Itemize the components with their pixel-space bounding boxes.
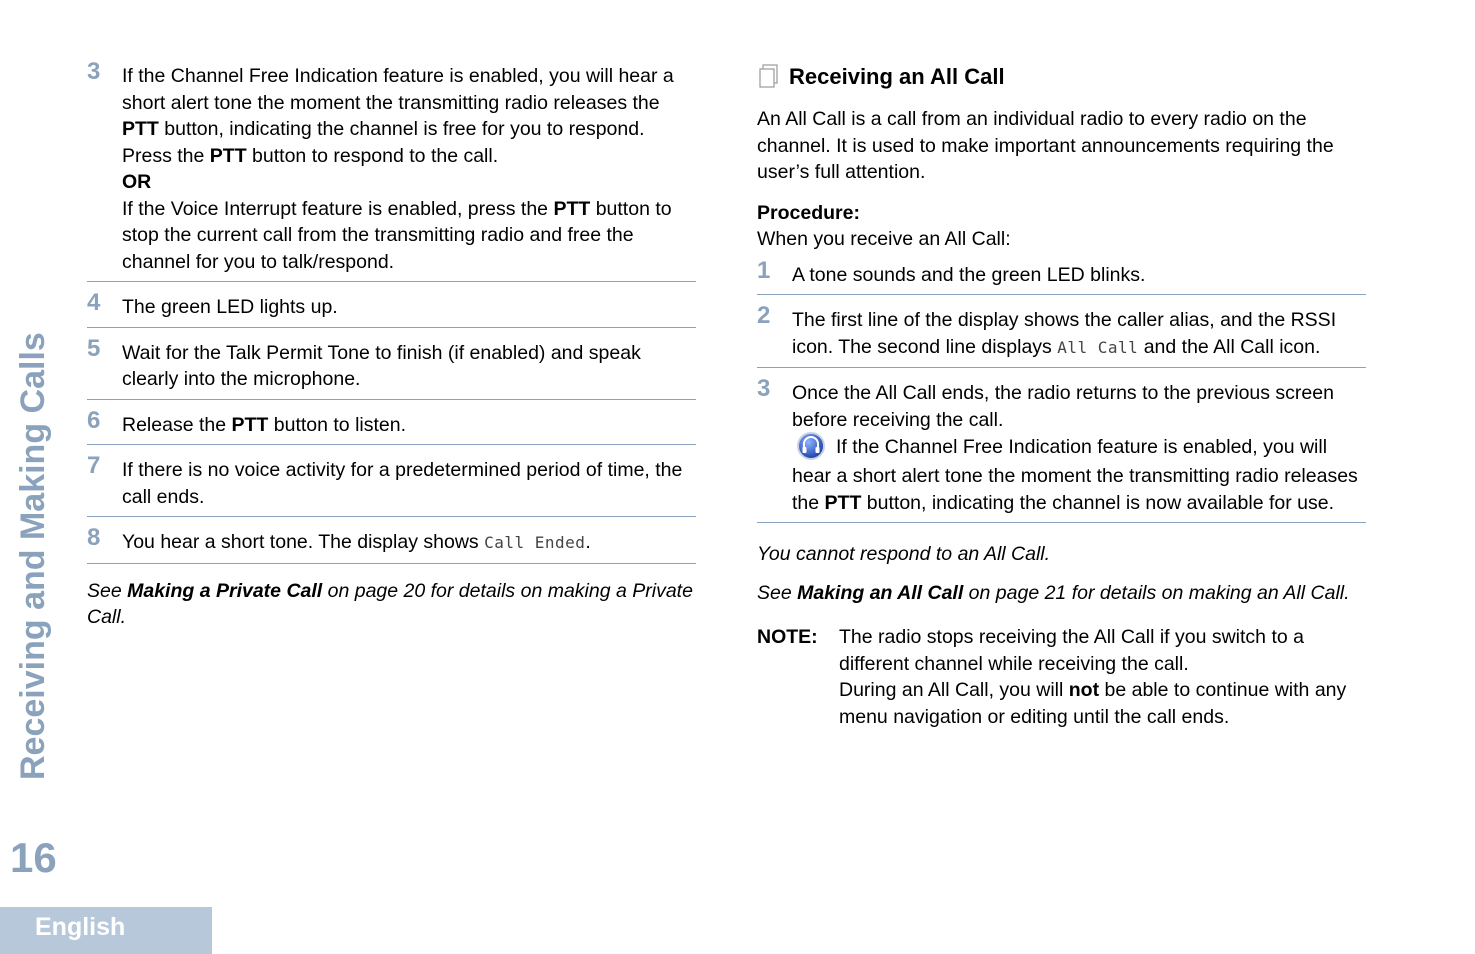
procedure-label: Procedure:	[757, 201, 860, 224]
step-number: 3	[87, 58, 101, 85]
display-text: All Call	[1057, 337, 1139, 357]
tip-paragraph: If the Channel Free Indication feature is enabled, you will hear a short alert tone the moment the transmitting radio releases the PTT button, indicating the channel is now available for use.	[792, 433, 1366, 516]
step-3-right	[757, 375, 1366, 523]
intro-paragraph: An All Call is a call from an individual radio to every radio on the channel. It is used to make important announcements requiring the user’s full attention.	[757, 108, 1334, 183]
step-paragraph: Once the All Call ends, the radio returns to the previous screen before receiving the call.	[792, 382, 1334, 431]
right-column	[757, 58, 1366, 730]
section-heading	[757, 58, 1366, 96]
procedure-intro: When you receive an All Call:	[757, 228, 1011, 250]
note-paragraph: During an All Call, you will not be able to continue with any menu navigation or editing until the call ends.	[839, 679, 1347, 728]
step-2	[757, 302, 1366, 368]
step-5	[87, 335, 696, 400]
page-number: 16	[10, 834, 57, 881]
step-number: 1	[757, 256, 771, 284]
step-number: 8	[87, 524, 101, 551]
step-body: The first line of the display shows the caller alias, and the RSSI icon. The second line displays All Call and the All Call icon.	[792, 309, 1337, 358]
note-label: NOTE:	[757, 626, 818, 648]
step-6	[87, 407, 696, 446]
step-number: 7	[87, 452, 101, 479]
or-label: OR	[122, 171, 152, 193]
step-8	[87, 524, 696, 564]
step-number: 3	[757, 375, 771, 402]
step-number: 6	[87, 406, 101, 434]
step-body: You hear a short tone. The display shows Call Ended.	[122, 531, 591, 553]
step-body	[792, 380, 1366, 516]
step-body: If there is no voice activity for a predetermined period of time, the call ends.	[122, 459, 683, 508]
note-body	[839, 624, 1366, 730]
step-number: 4	[87, 289, 101, 316]
step-1	[757, 257, 1366, 296]
cannot-respond-note: You cannot respond to an All Call.	[757, 543, 1051, 565]
step-body: The green LED lights up.	[122, 296, 338, 318]
display-text: Call Ended	[484, 533, 586, 552]
cross-reference: See Making a Private Call on page 20 for details on making a Private Call.	[87, 579, 693, 628]
cross-reference-link[interactable]: Making an All Call	[797, 581, 964, 604]
section-title: Receiving and Making Calls	[14, 332, 52, 780]
cross-reference-link[interactable]: Making a Private Call	[127, 579, 323, 602]
language-tab: English	[0, 907, 212, 954]
step-7	[87, 452, 696, 517]
note-block	[757, 624, 1366, 730]
step-body	[122, 63, 696, 275]
step-4	[87, 289, 696, 328]
step-number: 5	[87, 334, 101, 362]
left-column	[87, 58, 696, 631]
note-paragraph: The radio stops receiving the All Call if you switch to a different channel while receiving the call.	[839, 626, 1304, 675]
step-number: 2	[757, 302, 771, 329]
step-paragraph: If the Voice Interrupt feature is enabled, press the PTT button to stop the current call from the transmitting radio and free the channel for you to talk/respond.	[122, 197, 672, 273]
step-body: A tone sounds and the green LED blinks.	[792, 263, 1146, 286]
step-body: Wait for the Talk Permit Tone to finish (if enabled) and speak clearly into the microphone.	[122, 341, 641, 390]
cross-reference: See Making an All Call on page 21 for details on making an All Call.	[757, 581, 1350, 604]
step-paragraph: Press the PTT button to respond to the call.	[122, 144, 499, 167]
step-3	[87, 58, 696, 282]
heading-text: Receiving an All Call	[789, 64, 1005, 89]
step-body: Release the PTT button to listen.	[122, 413, 407, 436]
document-icon	[757, 64, 781, 90]
tone-icon	[796, 431, 826, 461]
step-paragraph: If the Channel Free Indication feature is enabled, you will hear a short alert tone the moment the transmitting radio releases the PTT button, indicating the channel is free for you to respond.	[122, 65, 674, 140]
